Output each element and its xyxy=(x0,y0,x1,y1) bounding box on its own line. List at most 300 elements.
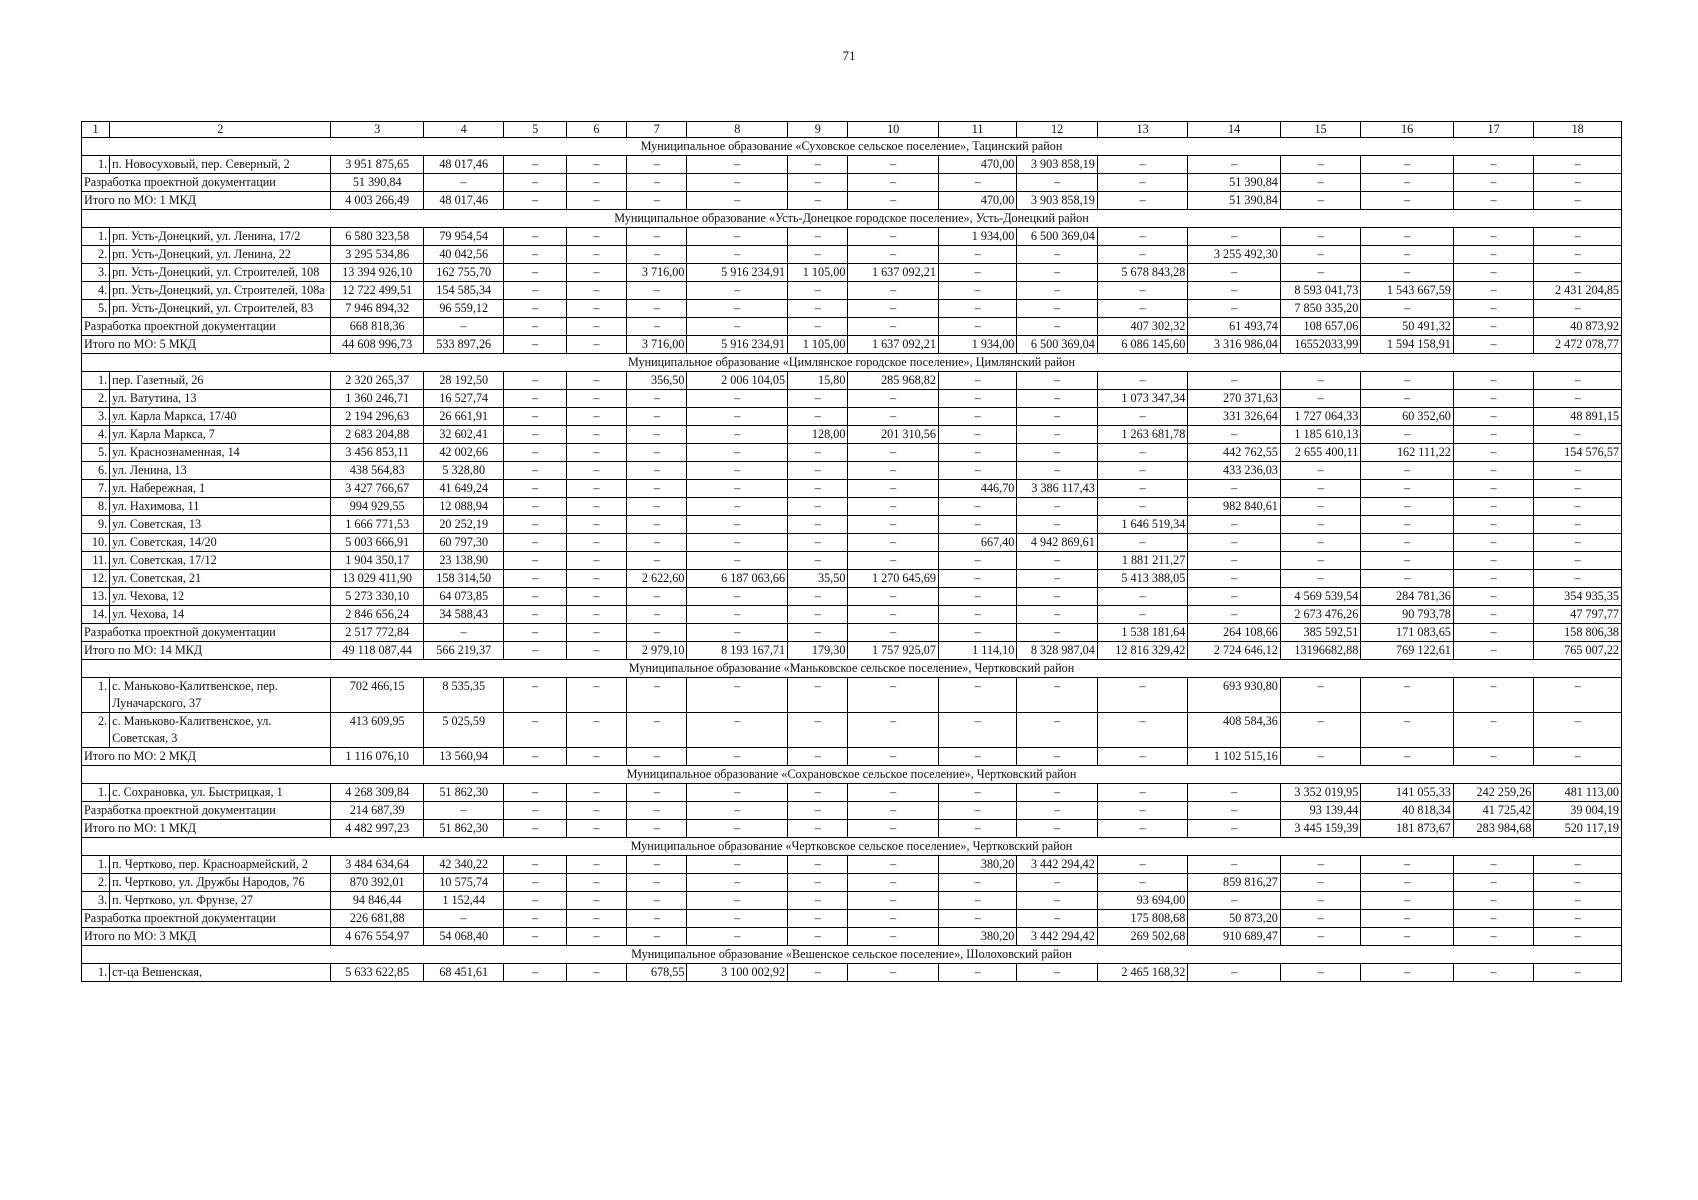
value-cell: – xyxy=(1097,372,1188,390)
table-row xyxy=(82,784,1622,802)
value-cell: – xyxy=(1188,156,1281,174)
value-cell: – xyxy=(1188,480,1281,498)
value-cell: – xyxy=(1453,678,1533,713)
column-header-row xyxy=(82,122,1622,138)
value-cell: – xyxy=(1534,892,1622,910)
total-row xyxy=(82,928,1622,946)
value-cell: – xyxy=(1017,874,1097,892)
value-cell: – xyxy=(1453,246,1533,264)
value-cell: – xyxy=(1097,748,1188,766)
value-cell: – xyxy=(1361,552,1454,570)
value-cell: – xyxy=(1361,713,1454,748)
column-header: 11 xyxy=(938,122,1016,138)
value-cell: – xyxy=(788,606,848,624)
value-cell: – xyxy=(687,498,788,516)
design-docs-label: Разработка проектной документации xyxy=(82,910,331,928)
value-cell: – xyxy=(1453,174,1533,192)
value-cell: – xyxy=(1534,748,1622,766)
value-cell: – xyxy=(1453,570,1533,588)
value-cell: 64 073,85 xyxy=(423,588,503,606)
value-cell: – xyxy=(1097,408,1188,426)
table-row xyxy=(82,408,1622,426)
section-title: Муниципальное образование «Усть-Донецкое городское поселение», Усть-Донецкий район xyxy=(82,210,1622,228)
value-cell: – xyxy=(627,228,687,246)
value-cell: 442 762,55 xyxy=(1188,444,1281,462)
value-cell: – xyxy=(848,910,939,928)
value-cell: 181 873,67 xyxy=(1361,820,1454,838)
row-number: 3. xyxy=(82,408,110,426)
column-header: 5 xyxy=(504,122,566,138)
row-number: 1. xyxy=(82,784,110,802)
address-cell: п. Чертково, ул. Дружбы Народов, 76 xyxy=(110,874,331,892)
page-number: 71 xyxy=(842,48,856,63)
table-row xyxy=(82,678,1622,713)
value-cell: – xyxy=(1534,874,1622,892)
value-cell: – xyxy=(938,713,1016,748)
value-cell: – xyxy=(627,678,687,713)
value-cell: – xyxy=(1017,570,1097,588)
value-cell: – xyxy=(938,964,1016,982)
value-cell: – xyxy=(1453,462,1533,480)
value-cell: – xyxy=(788,748,848,766)
value-cell: 48 891,15 xyxy=(1534,408,1622,426)
value-cell: – xyxy=(687,480,788,498)
section-title: Муниципальное образование «Сохрановское сельское поселение», Чертковский район xyxy=(82,766,1622,784)
value-cell: 6 500 369,04 xyxy=(1017,228,1097,246)
value-cell: – xyxy=(1017,910,1097,928)
value-cell: – xyxy=(627,246,687,264)
value-cell: – xyxy=(1534,856,1622,874)
value-cell: – xyxy=(566,156,626,174)
row-number: 7. xyxy=(82,480,110,498)
value-cell: – xyxy=(848,246,939,264)
value-cell: 96 559,12 xyxy=(423,300,503,318)
value-cell: – xyxy=(788,300,848,318)
value-cell: 8 193 167,71 xyxy=(687,642,788,660)
total-label: Итого по МО: 14 МКД xyxy=(82,642,331,660)
value-cell: – xyxy=(566,748,626,766)
value-cell: – xyxy=(1453,516,1533,534)
value-cell: – xyxy=(1188,784,1281,802)
value-cell: – xyxy=(1017,820,1097,838)
value-cell: – xyxy=(788,928,848,946)
value-cell: 2 655 400,11 xyxy=(1280,444,1360,462)
value-cell: – xyxy=(504,318,566,336)
value-cell: – xyxy=(788,246,848,264)
value-cell: – xyxy=(504,390,566,408)
value-cell: – xyxy=(687,516,788,534)
value-cell: – xyxy=(788,282,848,300)
value-cell: – xyxy=(1361,426,1454,444)
value-cell: – xyxy=(687,606,788,624)
value-cell: – xyxy=(566,300,626,318)
value-cell: – xyxy=(1453,624,1533,642)
value-cell: – xyxy=(788,408,848,426)
value-cell: – xyxy=(504,192,566,210)
value-cell: – xyxy=(1361,928,1454,946)
value-cell: – xyxy=(566,624,626,642)
section-title: Муниципальное образование «Вешенское сельское поселение», Шолоховский район xyxy=(82,946,1622,964)
value-cell: – xyxy=(1534,928,1622,946)
value-cell: – xyxy=(504,336,566,354)
value-cell: – xyxy=(788,462,848,480)
value-cell: 158 314,50 xyxy=(423,570,503,588)
value-cell: 1 904 350,17 xyxy=(331,552,424,570)
value-cell: – xyxy=(687,534,788,552)
value-cell: 1 105,00 xyxy=(788,336,848,354)
row-number: 14. xyxy=(82,606,110,624)
value-cell: – xyxy=(788,156,848,174)
value-cell: – xyxy=(687,300,788,318)
row-number: 1. xyxy=(82,964,110,982)
value-cell: – xyxy=(1453,300,1533,318)
value-cell: – xyxy=(1017,408,1097,426)
row-number: 5. xyxy=(82,300,110,318)
row-number: 6. xyxy=(82,462,110,480)
value-cell: – xyxy=(1188,606,1281,624)
value-cell: – xyxy=(1097,606,1188,624)
value-cell: 158 806,38 xyxy=(1534,624,1622,642)
value-cell: 2 622,60 xyxy=(627,570,687,588)
value-cell: – xyxy=(687,390,788,408)
value-cell: – xyxy=(788,498,848,516)
value-cell: – xyxy=(1017,300,1097,318)
value-cell: 40 818,34 xyxy=(1361,802,1454,820)
value-cell: 3 295 534,86 xyxy=(331,246,424,264)
value-cell: – xyxy=(1453,228,1533,246)
value-cell: 3 352 019,95 xyxy=(1280,784,1360,802)
value-cell: – xyxy=(504,264,566,282)
table-row xyxy=(82,534,1622,552)
value-cell: – xyxy=(938,892,1016,910)
value-cell: – xyxy=(627,606,687,624)
value-cell: 765 007,22 xyxy=(1534,642,1622,660)
address-cell: п. Новосуховый, пер. Северный, 2 xyxy=(110,156,331,174)
section-title: Муниципальное образование «Чертковское сельское поселение», Чертковский район xyxy=(82,838,1622,856)
value-cell: – xyxy=(1097,462,1188,480)
value-cell: – xyxy=(1097,588,1188,606)
value-cell: 5 916 234,91 xyxy=(687,336,788,354)
value-cell: 28 192,50 xyxy=(423,372,503,390)
total-label: Итого по МО: 1 МКД xyxy=(82,192,331,210)
value-cell: – xyxy=(504,282,566,300)
value-cell: 39 004,19 xyxy=(1534,802,1622,820)
value-cell: – xyxy=(504,892,566,910)
value-cell: – xyxy=(566,408,626,426)
value-cell: – xyxy=(938,784,1016,802)
table-row xyxy=(82,462,1622,480)
row-number: 9. xyxy=(82,516,110,534)
value-cell: – xyxy=(1017,462,1097,480)
table-row xyxy=(82,480,1622,498)
value-cell: – xyxy=(627,444,687,462)
value-cell: – xyxy=(1361,246,1454,264)
value-cell: – xyxy=(848,516,939,534)
value-cell: – xyxy=(1361,910,1454,928)
value-cell: – xyxy=(1453,534,1533,552)
value-cell: – xyxy=(504,426,566,444)
value-cell: – xyxy=(627,174,687,192)
value-cell: – xyxy=(848,156,939,174)
value-cell: – xyxy=(1188,964,1281,982)
value-cell: 201 310,56 xyxy=(848,426,939,444)
value-cell: – xyxy=(1017,516,1097,534)
section-title-row xyxy=(82,354,1622,372)
value-cell: 1 538 181,64 xyxy=(1097,624,1188,642)
value-cell: – xyxy=(504,516,566,534)
value-cell: – xyxy=(627,820,687,838)
value-cell: – xyxy=(687,820,788,838)
value-cell: – xyxy=(848,282,939,300)
value-cell: – xyxy=(938,444,1016,462)
value-cell: – xyxy=(1097,874,1188,892)
value-cell: 214 687,39 xyxy=(331,802,424,820)
address-cell: рп. Усть-Донецкий, ул. Строителей, 108а xyxy=(110,282,331,300)
value-cell: – xyxy=(627,534,687,552)
value-cell: – xyxy=(1097,246,1188,264)
value-cell: – xyxy=(504,246,566,264)
value-cell: – xyxy=(687,928,788,946)
value-cell: – xyxy=(848,874,939,892)
value-cell: – xyxy=(1361,534,1454,552)
value-cell: – xyxy=(566,713,626,748)
section-title-row xyxy=(82,660,1622,678)
value-cell: 1 270 645,69 xyxy=(848,570,939,588)
value-cell: 910 689,47 xyxy=(1188,928,1281,946)
value-cell: – xyxy=(1534,480,1622,498)
value-cell: 1 637 092,21 xyxy=(848,336,939,354)
value-cell: – xyxy=(938,606,1016,624)
value-cell: – xyxy=(848,784,939,802)
column-header: 9 xyxy=(788,122,848,138)
value-cell: – xyxy=(788,588,848,606)
value-cell: – xyxy=(566,678,626,713)
value-cell: – xyxy=(504,964,566,982)
value-cell: 2 472 078,77 xyxy=(1534,336,1622,354)
value-cell: 2 320 265,37 xyxy=(331,372,424,390)
table-row xyxy=(82,964,1622,982)
value-cell: 32 602,41 xyxy=(423,426,503,444)
value-cell: – xyxy=(1188,372,1281,390)
value-cell: 470,00 xyxy=(938,192,1016,210)
row-number: 1. xyxy=(82,372,110,390)
value-cell: – xyxy=(1361,748,1454,766)
total-row xyxy=(82,192,1622,210)
value-cell: – xyxy=(1097,300,1188,318)
value-cell: – xyxy=(1097,498,1188,516)
value-cell: – xyxy=(1361,174,1454,192)
value-cell: 26 661,91 xyxy=(423,408,503,426)
table-row xyxy=(82,426,1622,444)
value-cell: 3 903 858,19 xyxy=(1017,192,1097,210)
value-cell: 5 413 388,05 xyxy=(1097,570,1188,588)
value-cell: – xyxy=(566,588,626,606)
value-cell: – xyxy=(627,624,687,642)
value-cell: 356,50 xyxy=(627,372,687,390)
value-cell: – xyxy=(566,264,626,282)
value-cell: 128,00 xyxy=(788,426,848,444)
value-cell: 3 255 492,30 xyxy=(1188,246,1281,264)
value-cell: – xyxy=(848,444,939,462)
value-cell: – xyxy=(566,642,626,660)
value-cell: – xyxy=(938,552,1016,570)
value-cell: 93 139,44 xyxy=(1280,802,1360,820)
value-cell: – xyxy=(1453,856,1533,874)
value-cell: – xyxy=(1097,784,1188,802)
value-cell: – xyxy=(1534,498,1622,516)
table-row xyxy=(82,516,1622,534)
value-cell: – xyxy=(566,910,626,928)
value-cell: – xyxy=(1361,156,1454,174)
value-cell: – xyxy=(687,408,788,426)
value-cell: – xyxy=(687,426,788,444)
address-cell: ул. Ленина, 13 xyxy=(110,462,331,480)
value-cell: – xyxy=(627,892,687,910)
value-cell: 982 840,61 xyxy=(1188,498,1281,516)
value-cell: – xyxy=(1097,534,1188,552)
value-cell: – xyxy=(1534,964,1622,982)
value-cell: 41 649,24 xyxy=(423,480,503,498)
row-number: 1. xyxy=(82,228,110,246)
value-cell: – xyxy=(848,552,939,570)
value-cell: 50 873,20 xyxy=(1188,910,1281,928)
value-cell: – xyxy=(938,910,1016,928)
table-row xyxy=(82,246,1622,264)
value-cell: – xyxy=(1188,228,1281,246)
value-cell: – xyxy=(627,748,687,766)
value-cell: 162 111,22 xyxy=(1361,444,1454,462)
value-cell: – xyxy=(1361,300,1454,318)
value-cell: 12 722 499,51 xyxy=(331,282,424,300)
value-cell: – xyxy=(938,282,1016,300)
value-cell: 264 108,66 xyxy=(1188,624,1281,642)
value-cell: 1 727 064,33 xyxy=(1280,408,1360,426)
value-cell: 13 029 411,90 xyxy=(331,570,424,588)
value-cell: – xyxy=(1453,426,1533,444)
value-cell: – xyxy=(848,928,939,946)
column-header: 10 xyxy=(848,122,939,138)
value-cell: 667,40 xyxy=(938,534,1016,552)
value-cell: – xyxy=(566,802,626,820)
value-cell: – xyxy=(627,300,687,318)
value-cell: 1 646 519,34 xyxy=(1097,516,1188,534)
row-number: 2. xyxy=(82,874,110,892)
value-cell: 48 017,46 xyxy=(423,156,503,174)
value-cell: – xyxy=(788,678,848,713)
row-number: 3. xyxy=(82,892,110,910)
value-cell: – xyxy=(687,552,788,570)
column-header: 17 xyxy=(1453,122,1533,138)
value-cell: 4 942 869,61 xyxy=(1017,534,1097,552)
value-cell: 79 954,54 xyxy=(423,228,503,246)
value-cell: – xyxy=(1280,156,1360,174)
value-cell: – xyxy=(938,678,1016,713)
value-cell: – xyxy=(627,480,687,498)
value-cell: 3 386 117,43 xyxy=(1017,480,1097,498)
value-cell: – xyxy=(1097,820,1188,838)
value-cell: – xyxy=(848,802,939,820)
table-row xyxy=(82,282,1622,300)
value-cell: – xyxy=(504,642,566,660)
table-row xyxy=(82,713,1622,748)
value-cell: – xyxy=(504,606,566,624)
value-cell: – xyxy=(1017,282,1097,300)
address-cell: ул. Чехова, 14 xyxy=(110,606,331,624)
value-cell: – xyxy=(1534,713,1622,748)
value-cell: – xyxy=(504,228,566,246)
value-cell: – xyxy=(627,552,687,570)
total-row xyxy=(82,642,1622,660)
value-cell: – xyxy=(1188,856,1281,874)
value-cell: 283 984,68 xyxy=(1453,820,1533,838)
value-cell: – xyxy=(1280,552,1360,570)
value-cell: – xyxy=(504,678,566,713)
value-cell: – xyxy=(1534,426,1622,444)
value-cell: – xyxy=(848,462,939,480)
value-cell: – xyxy=(504,570,566,588)
value-cell: – xyxy=(566,516,626,534)
total-row xyxy=(82,820,1622,838)
value-cell: – xyxy=(1361,856,1454,874)
section-title: Муниципальное образование «Маньковское сельское поселение», Чертковский район xyxy=(82,660,1622,678)
section-title-row xyxy=(82,210,1622,228)
value-cell: – xyxy=(627,910,687,928)
value-cell: – xyxy=(1188,300,1281,318)
address-cell: ул. Ватутина, 13 xyxy=(110,390,331,408)
value-cell: 870 392,01 xyxy=(331,874,424,892)
table-row xyxy=(82,606,1622,624)
value-cell: 408 584,36 xyxy=(1188,713,1281,748)
value-cell: 533 897,26 xyxy=(423,336,503,354)
value-cell: – xyxy=(788,552,848,570)
value-cell: – xyxy=(504,928,566,946)
value-cell: – xyxy=(504,156,566,174)
value-cell: – xyxy=(1280,713,1360,748)
row-number: 2. xyxy=(82,713,110,748)
value-cell: – xyxy=(1017,588,1097,606)
column-header: 18 xyxy=(1534,122,1622,138)
table-row xyxy=(82,892,1622,910)
value-cell: – xyxy=(504,372,566,390)
budget-table xyxy=(81,121,1622,982)
value-cell: – xyxy=(938,820,1016,838)
value-cell: 61 493,74 xyxy=(1188,318,1281,336)
value-cell: – xyxy=(1534,516,1622,534)
value-cell: – xyxy=(1361,192,1454,210)
value-cell: – xyxy=(1280,174,1360,192)
value-cell: 6 500 369,04 xyxy=(1017,336,1097,354)
value-cell: – xyxy=(788,192,848,210)
value-cell: – xyxy=(627,318,687,336)
value-cell: – xyxy=(1280,874,1360,892)
value-cell: – xyxy=(1534,192,1622,210)
design-docs-row xyxy=(82,318,1622,336)
value-cell: – xyxy=(938,372,1016,390)
value-cell: – xyxy=(788,534,848,552)
value-cell: – xyxy=(687,588,788,606)
value-cell: – xyxy=(1453,156,1533,174)
value-cell: 42 002,66 xyxy=(423,444,503,462)
value-cell: – xyxy=(1017,246,1097,264)
value-cell: – xyxy=(504,462,566,480)
value-cell: – xyxy=(566,444,626,462)
value-cell: – xyxy=(1534,534,1622,552)
address-cell: ул. Советская, 17/12 xyxy=(110,552,331,570)
value-cell: 270 371,63 xyxy=(1188,390,1281,408)
value-cell: 60 797,30 xyxy=(423,534,503,552)
value-cell: – xyxy=(627,588,687,606)
value-cell: 44 608 996,73 xyxy=(331,336,424,354)
